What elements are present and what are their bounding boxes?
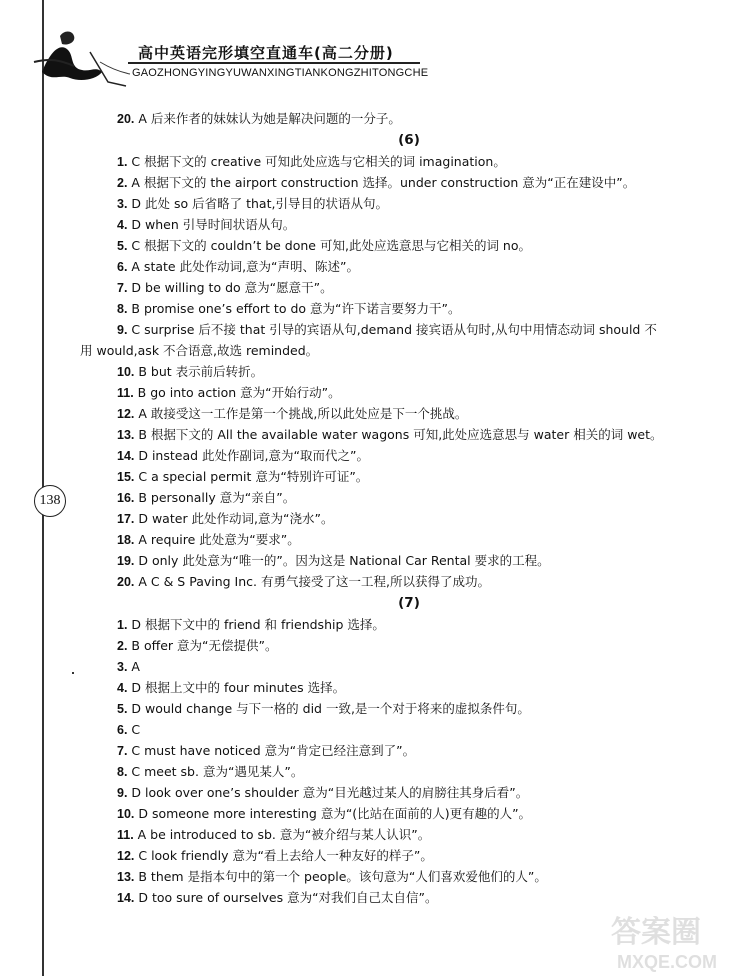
answer-item xyxy=(80,235,720,256)
answer-item xyxy=(80,298,720,319)
item-number: 2. xyxy=(117,176,128,190)
item-text: C 根据下文的 couldn’t be done 可知,此处应选意思与它相关的词 no。 xyxy=(127,238,531,253)
item-number: 6. xyxy=(117,260,128,274)
item-number: 20. xyxy=(117,112,135,126)
item-text: A 敢接受这一工作是第一个挑战,所以此处应是下一个挑战。 xyxy=(134,406,468,421)
answer-item xyxy=(80,466,720,487)
item-text: D only 此处意为“唯一的”。因为这是 National Car Rental 要求的工程。 xyxy=(134,553,550,568)
answer-item xyxy=(80,761,720,782)
header-ink-figure-icon xyxy=(30,22,140,94)
answer-item xyxy=(80,698,720,719)
item-text: D 此处 so 后省略了 that,引导目的状语从句。 xyxy=(127,196,388,211)
answer-item xyxy=(80,214,720,235)
item-text: C meet sb. 意为“遇见某人”。 xyxy=(127,764,304,779)
item-text: D when 引导时间状语从句。 xyxy=(127,217,296,232)
item-number: 12. xyxy=(117,849,135,863)
item-number: 8. xyxy=(117,302,128,316)
answer-item xyxy=(80,740,720,761)
section-heading: (7) xyxy=(398,595,420,611)
item-text: B them 是指本句中的第一个 people。该句意为“人们喜欢爱他们的人”。 xyxy=(134,869,547,884)
header-divider xyxy=(128,62,420,64)
item-text: D 根据上文中的 four minutes 选择。 xyxy=(127,680,346,695)
watermark-line2: MXQE.COM xyxy=(617,952,718,972)
item-number: 14. xyxy=(117,891,135,905)
item-text: C a special permit 意为“特别许可证”。 xyxy=(134,469,369,484)
item-number: 14. xyxy=(117,449,135,463)
item-number: 9. xyxy=(117,323,128,337)
answer-item xyxy=(80,445,720,466)
answer-item xyxy=(80,172,720,193)
item-number: 5. xyxy=(117,239,128,253)
item-text: B go into action 意为“开始行动”。 xyxy=(133,385,341,400)
item-text: C look friendly 意为“看上去给人一种友好的样子”。 xyxy=(134,848,433,863)
answer-item xyxy=(80,487,720,508)
item-number: 15. xyxy=(117,470,135,484)
item-text: D be willing to do 意为“愿意干”。 xyxy=(127,280,333,295)
item-text: C surprise 后不接 that 引导的宾语从句,demand 接宾语从句时,从句中用情态动词 should 不 xyxy=(127,322,657,337)
item-text: A 根据下文的 the airport construction 选择。under construction 意为“正在建设中”。 xyxy=(127,175,636,190)
item-number: 18. xyxy=(117,533,135,547)
answer-item xyxy=(80,424,720,445)
answer-item xyxy=(80,614,720,635)
item-text: D 根据下文中的 friend 和 friendship 选择。 xyxy=(127,617,385,632)
answer-item xyxy=(80,824,720,845)
item-number: 5. xyxy=(117,702,128,716)
item-number: 8. xyxy=(117,765,128,779)
item-text: C 根据下文的 creative 可知此处应选与它相关的词 imagination。 xyxy=(127,154,506,169)
item-number: 16. xyxy=(117,491,135,505)
header-title: 高中英语完形填空直通车(高二分册) xyxy=(138,44,394,62)
item-number: 4. xyxy=(117,681,128,695)
item-number: 19. xyxy=(117,554,135,568)
item-number: 7. xyxy=(117,744,128,758)
item-text: A xyxy=(127,659,140,674)
item-text: D would change 与下一格的 did 一致,是一个对于将来的虚拟条件句。 xyxy=(127,701,530,716)
answer-item xyxy=(80,529,720,550)
item-text: A require 此处意为“要求”。 xyxy=(134,532,300,547)
watermark-line1: 答案圈 xyxy=(611,916,701,949)
answer-item xyxy=(80,508,720,529)
item-text: C must have noticed 意为“肯定已经注意到了”。 xyxy=(127,743,416,758)
page-number: 138 xyxy=(34,485,66,517)
answer-item xyxy=(80,866,720,887)
answer-item xyxy=(80,277,720,298)
item-text: B offer 意为“无偿提供”。 xyxy=(127,638,278,653)
item-text: A 后来作者的妹妹认为她是解决问题的一分子。 xyxy=(134,111,401,126)
item-text: D water 此处作动词,意为“浇水”。 xyxy=(134,511,334,526)
item-number: 13. xyxy=(117,428,135,442)
item-number: 9. xyxy=(117,786,128,800)
answer-item xyxy=(80,256,720,277)
item-number: 10. xyxy=(117,365,135,379)
answer-item xyxy=(80,845,720,866)
item-text: D look over one’s shoulder 意为“目光越过某人的肩膀往其身后看”。 xyxy=(127,785,529,800)
answer-item xyxy=(80,382,720,403)
item-text: A state 此处作动词,意为“声明、陈述”。 xyxy=(127,259,359,274)
answer-item xyxy=(80,403,720,424)
stray-dot xyxy=(72,672,74,674)
item-number: 4. xyxy=(117,218,128,232)
answer-list xyxy=(80,108,720,908)
answer-item xyxy=(80,108,720,129)
item-text: B personally 意为“亲自”。 xyxy=(134,490,296,505)
answer-item xyxy=(80,719,720,740)
answer-item xyxy=(80,803,720,824)
item-number: 2. xyxy=(117,639,128,653)
item-number: 12. xyxy=(117,407,135,421)
item-number: 17. xyxy=(117,512,135,526)
item-text: D instead 此处作副词,意为“取而代之”。 xyxy=(134,448,369,463)
item-number: 1. xyxy=(117,155,128,169)
answer-line-continuation: 用 would,ask 不合语意,故选 reminded。 xyxy=(80,343,319,358)
answer-item xyxy=(80,319,720,340)
item-text: D someone more interesting 意为“(比站在面前的人)更有趣的人”。 xyxy=(134,806,532,821)
item-text: A be introduced to sb. 意为“被介绍与某人认识”。 xyxy=(133,827,431,842)
section-heading: (6) xyxy=(398,132,420,148)
answer-item xyxy=(80,677,720,698)
answer-item xyxy=(80,571,720,592)
header-subtitle: GAOZHONGYINGYUWANXINGTIANKONGZHITONGCHE xyxy=(132,67,429,79)
item-number: 3. xyxy=(117,197,128,211)
answer-item xyxy=(80,193,720,214)
item-number: 10. xyxy=(117,807,135,821)
item-number: 6. xyxy=(117,723,128,737)
answer-item xyxy=(80,151,720,172)
item-text: D too sure of ourselves 意为“对我们自己太自信”。 xyxy=(134,890,438,905)
answer-item xyxy=(80,550,720,571)
answer-item xyxy=(80,656,720,677)
item-number: 11. xyxy=(117,828,134,842)
watermark-logo xyxy=(607,908,742,972)
item-number: 11. xyxy=(117,386,134,400)
item-text: B but 表示前后转折。 xyxy=(134,364,264,379)
item-number: 3. xyxy=(117,660,128,674)
item-number: 13. xyxy=(117,870,135,884)
answer-item xyxy=(80,361,720,382)
item-text: B 根据下文的 All the available water wagons 可知,此处应选意思与 water 相关的词 wet。 xyxy=(134,427,663,442)
answer-item xyxy=(80,782,720,803)
item-text: A C & S Paving Inc. 有勇气接受了这一工程,所以获得了成功。 xyxy=(134,574,490,589)
item-number: 1. xyxy=(117,618,128,632)
answer-item xyxy=(80,887,720,908)
item-text: B promise one’s effort to do 意为“许下诺言要努力干”。 xyxy=(127,301,461,316)
answer-item xyxy=(80,635,720,656)
item-number: 7. xyxy=(117,281,128,295)
item-text: C xyxy=(127,722,141,737)
item-number: 20. xyxy=(117,575,135,589)
